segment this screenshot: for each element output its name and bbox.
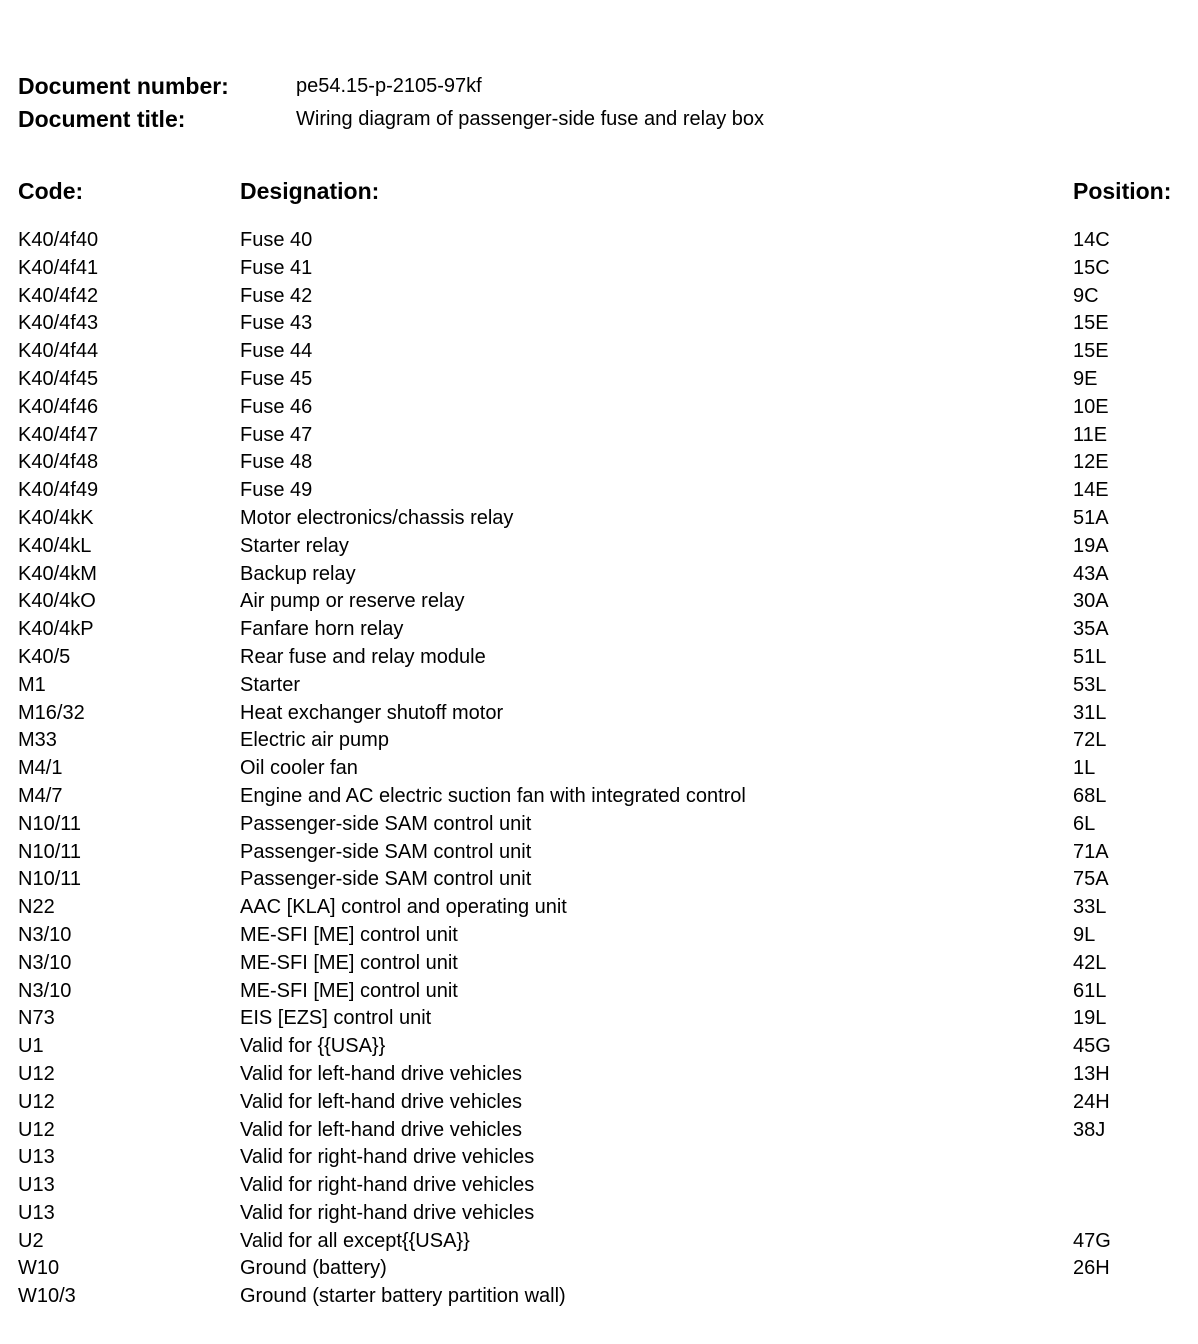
position-cell: 15E — [1073, 312, 1109, 335]
designation-cell: Starter relay — [240, 534, 349, 557]
designation-cell: Motor electronics/chassis relay — [240, 506, 514, 529]
designation-cell: Passenger-side SAM control unit — [240, 868, 532, 891]
designation-cell: Fuse 47 — [240, 423, 313, 446]
position-cell: 19L — [1073, 1007, 1107, 1030]
position-cell: 15E — [1073, 340, 1109, 363]
designation-cell: Fuse 46 — [240, 395, 313, 418]
code-cell: N22 — [18, 896, 55, 919]
position-cell: 51L — [1073, 645, 1107, 668]
position-cell: 53L — [1073, 673, 1107, 696]
code-cell: W10 — [18, 1257, 60, 1280]
table-row — [0, 896, 1198, 924]
position-cell: 14E — [1073, 479, 1109, 502]
position-cell: 11E — [1073, 423, 1108, 446]
table-row — [0, 646, 1198, 674]
designation-cell: Fuse 45 — [240, 367, 313, 390]
position-cell: 71A — [1073, 840, 1109, 863]
table-row — [0, 563, 1198, 591]
position-cell: 61L — [1073, 979, 1107, 1002]
code-cell: U12 — [18, 1062, 55, 1085]
position-cell: 43A — [1073, 562, 1109, 585]
designation-cell: Fuse 42 — [240, 284, 313, 307]
designation-cell: Valid for left-hand drive vehicles — [240, 1062, 522, 1085]
table-row — [0, 1230, 1198, 1258]
designation-cell: Rear fuse and relay module — [240, 645, 486, 668]
code-cell: K40/4kM — [18, 562, 97, 585]
position-cell: 9L — [1073, 923, 1096, 946]
table-row — [0, 702, 1198, 730]
table-row — [0, 841, 1198, 869]
code-cell: M33 — [18, 729, 57, 752]
code-cell: K40/4f44 — [18, 340, 99, 363]
position-cell: 75A — [1073, 868, 1109, 891]
designation-cell: Backup relay — [240, 562, 356, 585]
position-cell: 47G — [1073, 1229, 1111, 1252]
table-row — [0, 1257, 1198, 1285]
code-cell: K40/4f41 — [18, 256, 99, 279]
table-row — [0, 952, 1198, 980]
table-row — [0, 479, 1198, 507]
table-row — [0, 229, 1198, 257]
position-cell: 33L — [1073, 896, 1107, 919]
code-cell: K40/4kO — [18, 590, 96, 613]
designation-cell: Ground (starter battery partition wall) — [240, 1285, 566, 1308]
table-row — [0, 451, 1198, 479]
document-title-label: Document title: — [18, 106, 186, 132]
designation-cell: Fuse 49 — [240, 479, 313, 502]
position-cell: 30A — [1073, 590, 1109, 613]
table-row — [0, 535, 1198, 563]
table-row — [0, 618, 1198, 646]
code-cell: K40/4f48 — [18, 451, 99, 474]
table-row — [0, 1091, 1198, 1119]
table-row — [0, 1035, 1198, 1063]
code-cell: N10/11 — [18, 840, 82, 863]
designation-cell: Engine and AC electric suction fan with integrated control — [240, 784, 746, 807]
position-cell: 9E — [1073, 367, 1098, 390]
code-cell: U13 — [18, 1201, 55, 1224]
designation-cell: Fuse 43 — [240, 312, 313, 335]
position-cell: 14C — [1073, 229, 1110, 251]
designation-cell: Electric air pump — [240, 729, 389, 752]
code-cell: M1 — [18, 673, 46, 696]
table-row — [0, 924, 1198, 952]
position-cell: 45G — [1073, 1035, 1111, 1058]
designation-cell: Passenger-side SAM control unit — [240, 840, 532, 863]
code-cell: K40/4f46 — [18, 395, 99, 418]
code-cell: K40/4f45 — [18, 367, 99, 390]
designation-cell: ME-SFI [ME] control unit — [240, 979, 458, 1002]
code-cell: N73 — [18, 1007, 55, 1030]
table-row — [0, 312, 1198, 340]
position-cell: 31L — [1073, 701, 1107, 724]
code-cell: K40/5 — [18, 645, 71, 668]
designation-cell: Valid for right-hand drive vehicles — [240, 1174, 535, 1197]
designation-cell: Valid for left-hand drive vehicles — [240, 1118, 522, 1141]
designation-cell: Valid for left-hand drive vehicles — [240, 1090, 522, 1113]
position-cell: 1L — [1073, 757, 1096, 780]
table-row — [0, 1063, 1198, 1091]
code-cell: M4/1 — [18, 757, 63, 780]
code-cell: W10/3 — [18, 1285, 76, 1308]
position-cell: 26H — [1073, 1257, 1110, 1280]
designation-cell: Valid for right-hand drive vehicles — [240, 1146, 535, 1169]
column-header-designation: Designation: — [240, 178, 380, 204]
code-cell: U12 — [18, 1118, 55, 1141]
code-cell: N3/10 — [18, 951, 72, 974]
table-row — [0, 257, 1198, 285]
position-cell: 19A — [1073, 534, 1109, 557]
code-cell: N3/10 — [18, 979, 72, 1002]
designation-cell: Valid for {{USA}} — [240, 1035, 386, 1058]
code-cell: N3/10 — [18, 923, 72, 946]
designation-cell: EIS [EZS] control unit — [240, 1007, 432, 1030]
code-cell: U13 — [18, 1146, 55, 1169]
position-cell: 68L — [1073, 784, 1107, 807]
document-number-value: pe54.15-p-2105-97kf — [296, 75, 482, 97]
code-cell: N10/11 — [18, 812, 82, 835]
table-row — [0, 285, 1198, 313]
table-row — [0, 1007, 1198, 1035]
table-row — [0, 424, 1198, 452]
document-title-value: Wiring diagram of passenger-side fuse and relay box — [296, 108, 765, 130]
position-cell: 12E — [1073, 451, 1109, 474]
code-cell: M16/32 — [18, 701, 85, 724]
table-row — [0, 590, 1198, 618]
table-row — [0, 785, 1198, 813]
position-cell: 15C — [1073, 256, 1110, 279]
table-row — [0, 729, 1198, 757]
code-cell: M4/7 — [18, 784, 63, 807]
table-row — [0, 813, 1198, 841]
component-table — [0, 229, 1198, 1313]
code-cell: N10/11 — [18, 868, 82, 891]
code-cell: K40/4f40 — [18, 229, 99, 251]
designation-cell: Valid for right-hand drive vehicles — [240, 1201, 535, 1224]
code-cell: K40/4kL — [18, 534, 92, 557]
table-row — [0, 1119, 1198, 1147]
designation-cell: Oil cooler fan — [240, 757, 358, 780]
table-row — [0, 396, 1198, 424]
designation-cell: ME-SFI [ME] control unit — [240, 923, 458, 946]
code-cell: U1 — [18, 1035, 44, 1058]
designation-cell: Starter — [240, 673, 301, 696]
column-header-code: Code: — [18, 178, 84, 204]
designation-cell: Valid for all except{{USA}} — [240, 1229, 470, 1252]
code-cell: U12 — [18, 1090, 55, 1113]
position-cell: 38J — [1073, 1118, 1106, 1141]
table-row — [0, 1202, 1198, 1230]
code-cell: K40/4kP — [18, 618, 94, 641]
designation-cell: Air pump or reserve relay — [240, 590, 465, 613]
position-cell: 42L — [1073, 951, 1107, 974]
code-cell: K40/4f42 — [18, 284, 99, 307]
position-cell: 51A — [1073, 506, 1109, 529]
table-row — [0, 1146, 1198, 1174]
designation-cell: Fanfare horn relay — [240, 618, 404, 641]
designation-cell: ME-SFI [ME] control unit — [240, 951, 458, 974]
table-row — [0, 340, 1198, 368]
position-cell: 24H — [1073, 1090, 1110, 1113]
code-cell: K40/4kK — [18, 506, 94, 529]
position-cell: 10E — [1073, 395, 1109, 418]
designation-cell: Fuse 48 — [240, 451, 313, 474]
code-cell: K40/4f49 — [18, 479, 99, 502]
table-row — [0, 507, 1198, 535]
table-row — [0, 757, 1198, 785]
designation-cell: AAC [KLA] control and operating unit — [240, 896, 567, 919]
position-cell: 35A — [1073, 618, 1109, 641]
designation-cell: Ground (battery) — [240, 1257, 387, 1280]
position-cell: 13H — [1073, 1062, 1110, 1085]
code-cell: U13 — [18, 1174, 55, 1197]
designation-cell: Heat exchanger shutoff motor — [240, 701, 504, 724]
position-cell: 9C — [1073, 284, 1099, 307]
table-row — [0, 674, 1198, 702]
table-row — [0, 980, 1198, 1008]
position-cell: 6L — [1073, 812, 1096, 835]
table-row — [0, 1174, 1198, 1202]
document-number-label: Document number: — [18, 73, 229, 99]
code-cell: K40/4f43 — [18, 312, 99, 335]
position-cell: 72L — [1073, 729, 1107, 752]
designation-cell: Fuse 44 — [240, 340, 313, 363]
table-row — [0, 368, 1198, 396]
table-row — [0, 868, 1198, 896]
designation-cell: Fuse 40 — [240, 229, 313, 251]
designation-cell: Fuse 41 — [240, 256, 313, 279]
code-cell: U2 — [18, 1229, 44, 1252]
table-row — [0, 1285, 1198, 1313]
code-cell: K40/4f47 — [18, 423, 99, 446]
column-header-position: Position: — [1073, 178, 1172, 204]
designation-cell: Passenger-side SAM control unit — [240, 812, 532, 835]
